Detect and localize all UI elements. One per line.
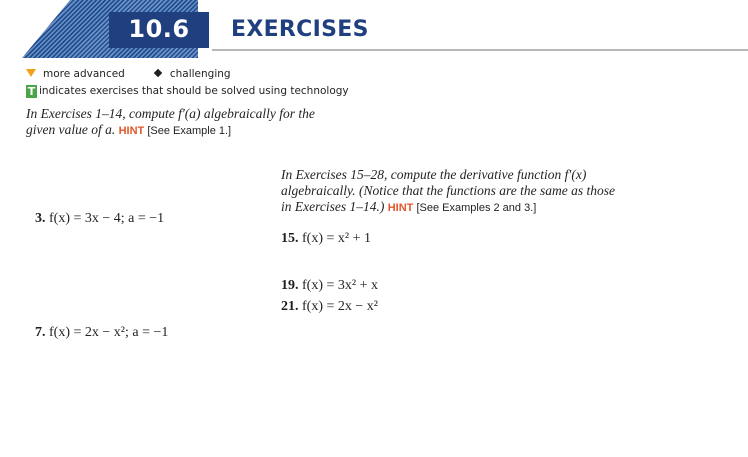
legend-technology-text: indicates exercises that should be solved using technology [39,85,349,97]
exercise-number: 21. [281,299,299,314]
triangle-icon [26,69,36,77]
exercise-expression: f(x) = 2x − x² [302,299,378,314]
hint-reference: [See Examples 2 and 3.] [416,202,537,214]
exercise-expression: f(x) = 3x² + x [302,278,378,293]
section-header [0,0,748,60]
hint [388,202,537,214]
instructions-line: given value of a. [26,122,116,137]
exercise-number: 19. [281,278,299,293]
legend-difficulty [26,68,231,80]
hint [119,125,232,137]
legend-technology [26,85,349,98]
exercise-15 [281,230,371,248]
legend-more-advanced: more advanced [43,68,125,80]
instructions-exercises-1-14 [26,106,346,139]
exercise-expression: f(x) = 2x − x²; a = −1 [49,325,169,340]
section-number: 10.6 [128,15,190,43]
exercise-21 [281,298,378,316]
instructions-line: in Exercises 1–14.) [281,199,385,214]
technology-icon: T [27,85,36,98]
instructions-line: algebraically. (Notice that the functions are the same as those [281,183,615,198]
exercise-number: 3. [35,211,46,226]
header-divider [212,49,748,51]
legend-challenging: challenging [169,68,231,80]
hint-label: HINT [387,202,414,214]
exercise-expression: f(x) = 3x − 4; a = −1 [49,211,165,226]
instructions-line: In Exercises 1–14, compute f′(a) algebraically for the [26,106,315,121]
hint-reference: [See Example 1.] [147,125,232,137]
instructions-exercises-15-28 [281,167,646,216]
exercise-3 [35,210,164,228]
exercise-expression: f(x) = x² + 1 [302,231,371,246]
exercise-7 [35,324,168,342]
section-title: EXERCISES [231,17,369,42]
exercise-number: 15. [281,231,299,246]
diamond-icon [154,69,162,77]
exercise-19 [281,277,378,295]
instructions-line: In Exercises 15–28, compute the derivative function f′(x) [281,167,587,182]
exercise-number: 7. [35,325,46,340]
hint-label: HINT [118,125,145,137]
